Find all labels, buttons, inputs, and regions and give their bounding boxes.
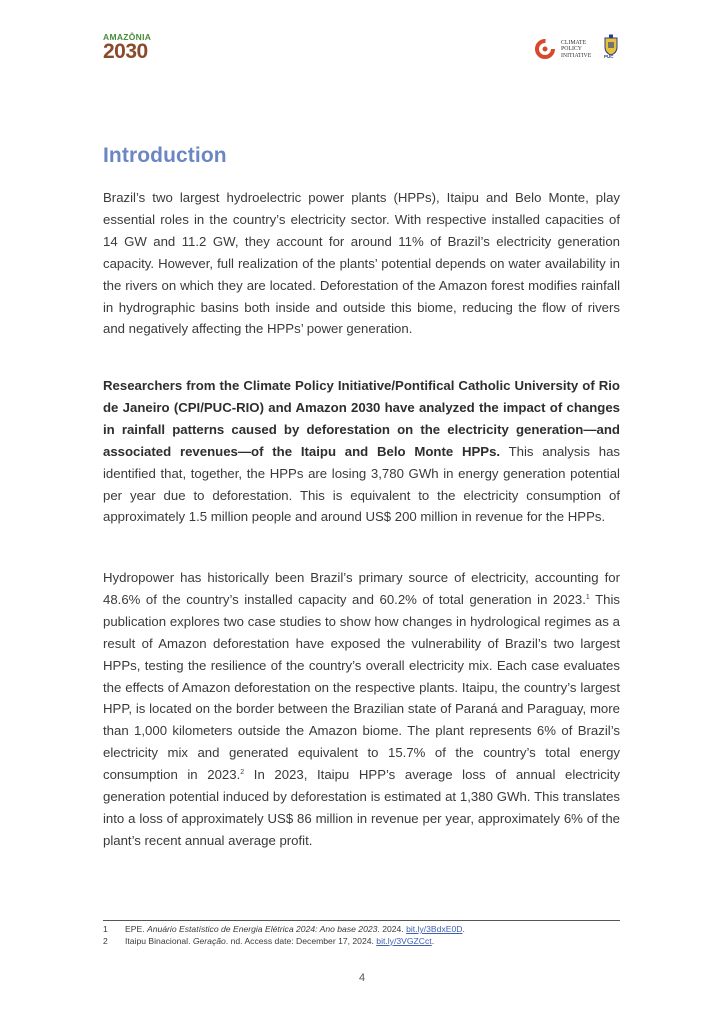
cpi-line-1: CLIMATE — [561, 40, 587, 46]
footnote-link[interactable]: bit.ly/3BdxE0D — [406, 924, 463, 934]
cpi-line-2: POLICY — [561, 46, 582, 53]
paragraph-1: Brazil’s two largest hydroelectric power plants (HPPs), Itaipu and Belo Monte, play essential roles in the country’s electricity sector. With respective installed capacities of 14 GW and 11.2 GW, they account for around 11% of Brazil’s electricity generation capacity. However, full realization of the plants’ potential depends on water availability in the rivers on which they are located. Deforestation of the Amazon forest modifies rainfall in hydrographic basins both inside and outside this biome, reducing the flow of rivers and negatively affecting the HPPs’ power generation. — [103, 190, 620, 337]
paragraph-2-rest: This analysis has identified that, together, the HPPs are losing 3,780 GWh in energy generation potential per year due to deforestation. This is equivalent to the electricity consumption of approximately 1.5 million people and around US$ 200 million in revenue for the HPPs. — [103, 443, 620, 525]
footnote-text: EPE. Anuário Estatístico de Energia Elétrica 2024: Ano base 2023. 2024. bit.ly/3BdxE0D. — [125, 924, 465, 934]
page-number: 4 — [358, 972, 366, 984]
footnotes — [103, 924, 620, 947]
footnote-divider — [103, 920, 620, 921]
cpi-name — [561, 40, 591, 59]
puc-label: PUC — [604, 54, 614, 59]
paragraph-3-part-c: In 2023, Itaipu HPP’s average loss of annual electricity generation potential induced by deforestation is estimated at 1,380 GWh. This translates into a loss of approximately US$ 86 million in revenue per year, approximately 6% of the plant’s recent annual average profit. — [103, 767, 620, 848]
footnote-ref-1[interactable]: 1 — [585, 593, 590, 601]
footnote-title: Anuário Estatístico de Energia Elétrica 2024: Ano base 2023 — [146, 924, 378, 934]
cpi-line-3: INITIATIVE — [561, 52, 592, 59]
footnote-2 — [103, 936, 620, 948]
footnote-ref-2[interactable]: 2 — [240, 769, 245, 777]
footnote-title: Geração — [192, 935, 226, 946]
footnote-link[interactable]: bit.ly/3VGZCct — [376, 935, 432, 946]
page-title: Introduction — [103, 144, 227, 167]
logo-amazonia-text: AMAZÔNIA — [103, 32, 152, 42]
amazonia-2030-logo — [103, 33, 165, 63]
paragraph-3-part-a: Hydropower has historically been Brazil’s primary source of electricity, accounting for 48.6% of the country’s installed capacity and 60.2% of total generation in 2023. — [103, 570, 620, 607]
footnote-number: 1 — [103, 924, 108, 934]
footnote-text: Itaipu Binacional. Geração. nd. Access date: December 17, 2024. bit.ly/3VGZCct. — [125, 935, 435, 946]
footnote-number: 2 — [103, 935, 108, 946]
logo-year-text: 2030 — [103, 40, 148, 63]
cpi-logo-icon — [534, 38, 556, 60]
footnote-1 — [103, 924, 620, 936]
paragraph-3 — [103, 567, 620, 852]
paragraph-2 — [103, 375, 620, 528]
cpi-puc-logo — [534, 33, 626, 63]
paragraph-2-bold: Researchers from the Climate Policy Initiative/Pontifical Catholic University of Rio de Janeiro (CPI/PUC-RIO) and Amazon 2030 have analyzed the impact of changes in rainfall patterns caused by deforestation on the electricity generation—and associated revenues—of the Itaipu and Belo Monte HPPs. — [103, 378, 620, 459]
paragraph-3-part-b: This publication explores two case studies to show how changes in hydrological regimes as a result of Amazon deforestation have exposed the vulnerability of Brazil’s two largest HPPs, testing the resilience of the country’s overall electricity mix. Each case evaluates the effects of Amazon deforestation on the respective plants. Itaipu, the country’s largest HPP, is located on the border between the Brazilian state of Paraná and Paraguay, more than 1,000 kilometers outside the Amazon biome. The plant represents 6% of Brazil’s electricity mix and generated equivalent to 15.7% of the country’s total energy consumption in 2023. — [103, 591, 620, 783]
